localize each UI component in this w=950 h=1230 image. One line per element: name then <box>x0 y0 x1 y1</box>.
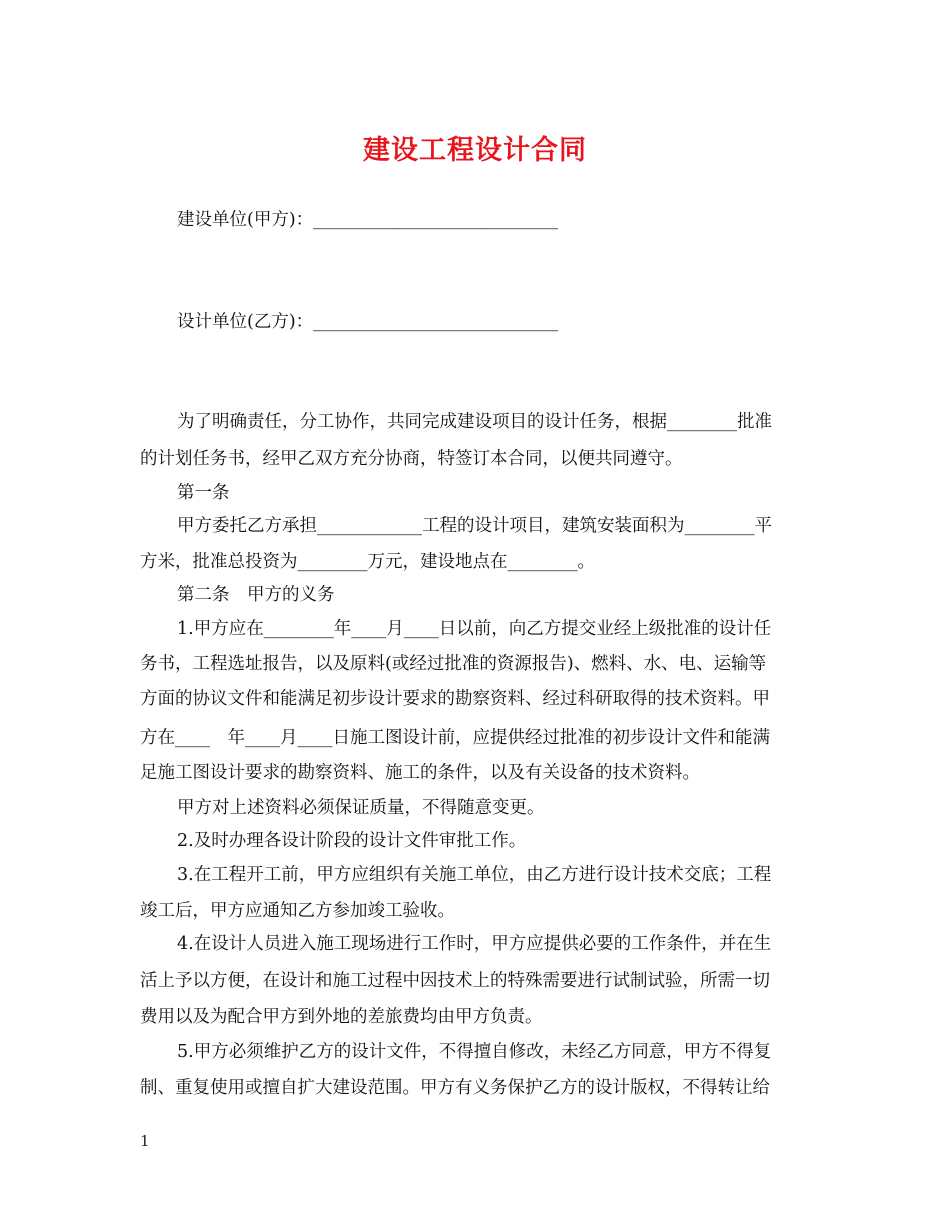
body-line: 足施工图设计要求的勘察资料、施工的条件，以及有关设备的技术资料。 <box>140 763 700 783</box>
body-line: 方面的协议文件和能满足初步设计要求的勘察资料、经过科研取得的技术资料。甲 <box>140 689 770 709</box>
body-line: 方在____ 年____月____日施工图设计前，应提供经过批准的初步设计文件和能满 <box>140 728 770 748</box>
body-line: 竣工后，甲方应通知乙方参加竣工验收。 <box>140 901 455 921</box>
body-line: 为了明确责任，分工协作，共同完成建设项目的设计任务，根据________批准 <box>177 412 772 432</box>
body-line: 的计划任务书，经甲乙双方充分协商，特签订本合同，以便共同遵守。 <box>140 449 683 469</box>
article-heading: 第二条 甲方的义务 <box>177 585 335 605</box>
body-line: 3.在工程开工前，甲方应组织有关施工单位，由乙方进行设计技术交底；工程 <box>177 865 772 885</box>
body-line: 2.及时办理各设计阶段的设计文件审批工作。 <box>177 831 527 851</box>
body-line: 5.甲方必须维护乙方的设计文件，不得擅自修改，未经乙方同意，甲方不得复 <box>177 1042 772 1062</box>
page-number: 1 <box>140 1132 150 1150</box>
body-line: 甲方对上述资料必须保证质量，不得随意变更。 <box>177 798 545 818</box>
party-a-unit-line <box>177 208 810 232</box>
body-line: 费用以及为配合甲方到外地的差旅费均由甲方负责。 <box>140 1007 543 1027</box>
contract-title: 建设工程设计合同 <box>363 135 587 166</box>
article-heading: 第一条 <box>177 483 230 503</box>
body-line: 制、重复使用或擅自扩大建设范围。甲方有义务保护乙方的设计版权，不得转让给 <box>140 1078 770 1098</box>
party-b-unit-field: 设计单位(乙方)：____________________________ <box>177 312 559 332</box>
body-line: 务书，工程选址报告，以及原料(或经过批准的资源报告)、燃料、水、电、运输等 <box>140 654 767 674</box>
body-line: 4.在设计人员进入施工现场进行工作时，甲方应提供必要的工作条件，并在生 <box>177 934 772 954</box>
body-line: 方米，批准总投资为________万元，建设地点在________。 <box>140 552 595 572</box>
party-a-unit-field: 建设单位(甲方)：____________________________ <box>177 210 559 230</box>
body-line: 甲方委托乙方承担____________工程的设计项目，建筑安装面积为________平 <box>177 516 772 536</box>
party-b-unit-line <box>177 310 810 334</box>
body-line: 活上予以方便，在设计和施工过程中因技术上的特殊需要进行试制试验，所需一切 <box>140 971 770 991</box>
body-line: 1.甲方应在________年____月____日以前，向乙方提交业经上级批准的设计任 <box>177 619 772 639</box>
